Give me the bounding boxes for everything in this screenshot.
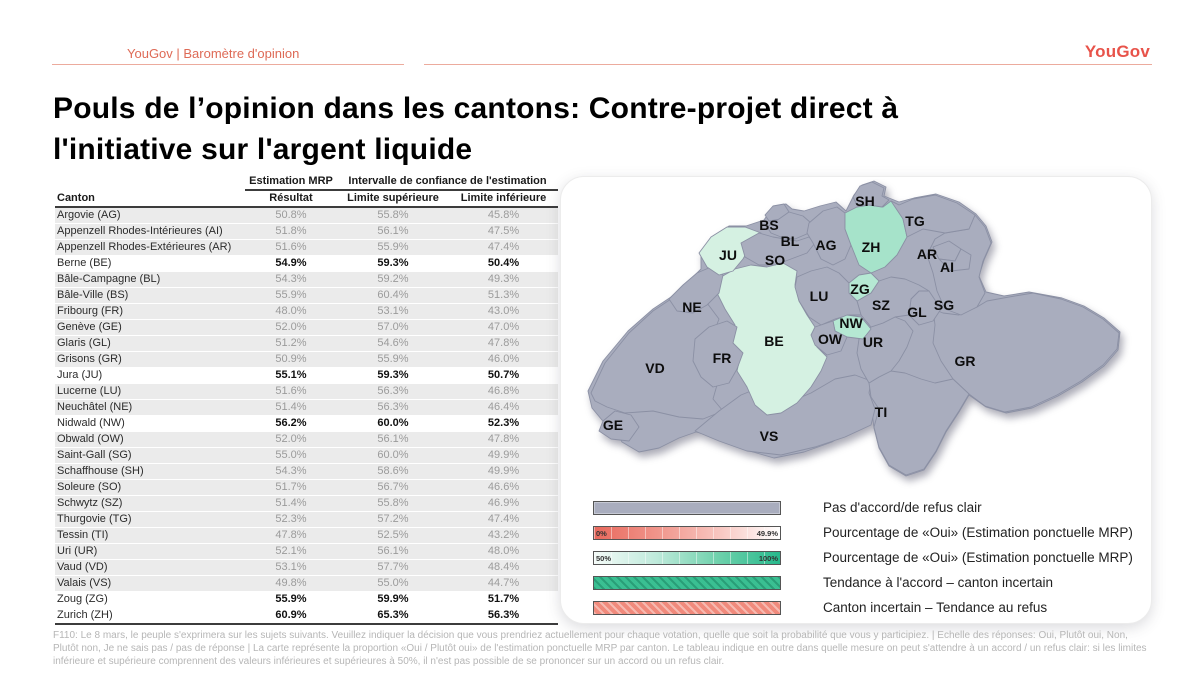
cell-lower: 50.4% <box>449 256 558 272</box>
cell-canton: Soleure (SO) <box>55 480 245 496</box>
table-row <box>55 528 558 544</box>
cell-canton: Uri (UR) <box>55 544 245 560</box>
cell-lower: 46.6% <box>449 480 558 496</box>
map-canton-label-ZH: ZH <box>861 239 881 255</box>
legend-swatch-hgreen-icon <box>593 576 781 590</box>
cell-upper: 54.6% <box>337 336 449 352</box>
table-row <box>55 560 558 576</box>
cell-canton: Bâle-Ville (BS) <box>55 288 245 304</box>
table-row <box>55 512 558 528</box>
cell-canton: Lucerne (LU) <box>55 384 245 400</box>
table-row <box>55 240 558 256</box>
cell-canton: Valais (VS) <box>55 576 245 592</box>
page-title <box>53 88 1103 170</box>
map-canton-label-UR: UR <box>862 334 884 350</box>
cell-result: 49.8% <box>245 576 337 592</box>
cell-result: 52.3% <box>245 512 337 528</box>
table-row <box>55 432 558 448</box>
cell-lower: 44.7% <box>449 576 558 592</box>
cell-upper: 56.7% <box>337 480 449 496</box>
cell-result: 52.1% <box>245 544 337 560</box>
legend-scale-min: 0% <box>596 529 607 538</box>
cell-upper: 55.0% <box>337 576 449 592</box>
cell-result: 51.6% <box>245 384 337 400</box>
legend-swatch-hred-icon <box>593 601 781 615</box>
cell-upper: 52.5% <box>337 528 449 544</box>
footnote: F110: Le 8 mars, le peuple s'exprimera sur les sujets suivants. Veuillez indiquer la décision que vous prendriez actuellement pour chaque votation, quelle que soit la probabilité que vous y participiez. | Echelle des réponses: Oui, Plutôt oui, Non, Plutôt non, Je ne sais pas / pas de réponse | La carte représente la proportion «Oui / Plutôt oui» de l'estimation ponctuelle MRP par canton. Le tableau indique en outre dans quelle mesure on peut s'attendre à un accord / un refus clair: si les limites inférieure et supérieure comprennent des valeurs inférieures et supérieures à 50%, il n'est pas possible de se prononcer sur un accord ou un refus clair. <box>53 630 1147 667</box>
cell-canton: Genève (GE) <box>55 320 245 336</box>
group-header-estimation: Estimation MRP <box>245 174 337 190</box>
cell-upper: 57.0% <box>337 320 449 336</box>
cell-result: 51.4% <box>245 496 337 512</box>
col-header-result: Résultat <box>245 190 337 207</box>
map-canton-label-GR: GR <box>954 353 976 369</box>
cell-lower: 49.3% <box>449 272 558 288</box>
map-canton-label-OW: OW <box>817 331 843 347</box>
table-body <box>55 207 558 624</box>
cell-result: 54.9% <box>245 256 337 272</box>
map-canton-label-AI: AI <box>940 259 954 275</box>
cell-upper: 57.2% <box>337 512 449 528</box>
breadcrumb: YouGov | Baromètre d'opinion <box>127 46 300 61</box>
cell-result: 50.9% <box>245 352 337 368</box>
cell-result: 55.1% <box>245 368 337 384</box>
page-title-line2: l'initiative sur l'argent liquide <box>53 133 473 166</box>
header-rule-right <box>424 64 1152 65</box>
cell-lower: 47.8% <box>449 432 558 448</box>
cell-lower: 43.0% <box>449 304 558 320</box>
table-row <box>55 496 558 512</box>
cell-canton: Jura (JU) <box>55 368 245 384</box>
cell-canton: Thurgovie (TG) <box>55 512 245 528</box>
table-row <box>55 288 558 304</box>
cell-upper: 60.4% <box>337 288 449 304</box>
cell-result: 55.0% <box>245 448 337 464</box>
cell-canton: Tessin (TI) <box>55 528 245 544</box>
map-canton-label-TG: TG <box>905 213 925 229</box>
switzerland-map <box>583 179 1139 495</box>
table-row <box>55 224 558 240</box>
table-row <box>55 256 558 272</box>
cell-result: 51.2% <box>245 336 337 352</box>
map-canton-label-SZ: SZ <box>872 297 890 313</box>
table-group-header-row <box>55 174 558 190</box>
legend-swatch-ggreen-icon <box>593 551 781 565</box>
cell-upper: 60.0% <box>337 416 449 432</box>
cell-result: 54.3% <box>245 272 337 288</box>
cell-upper: 59.2% <box>337 272 449 288</box>
map-canton-label-FR: FR <box>712 350 732 366</box>
map-canton-label-VS: VS <box>759 428 779 444</box>
map-canton-label-NW: NW <box>839 315 863 331</box>
cell-lower: 50.7% <box>449 368 558 384</box>
legend-label: Pourcentage de «Oui» (Estimation ponctuelle MRP) <box>823 525 1133 540</box>
cell-canton: Fribourg (FR) <box>55 304 245 320</box>
map-canton-label-SH: SH <box>855 193 875 209</box>
table-row <box>55 576 558 592</box>
col-header-canton: Canton <box>55 190 245 207</box>
cell-upper: 53.1% <box>337 304 449 320</box>
map-canton-label-AG: AG <box>815 237 837 253</box>
legend-label: Pas d'accord/de refus clair <box>823 500 982 515</box>
cell-upper: 59.3% <box>337 368 449 384</box>
cell-lower: 47.4% <box>449 512 558 528</box>
table-row <box>55 352 558 368</box>
cell-result: 47.8% <box>245 528 337 544</box>
cell-upper: 56.1% <box>337 432 449 448</box>
cell-canton: Zoug (ZG) <box>55 592 245 608</box>
cell-result: 55.9% <box>245 592 337 608</box>
yougov-logo: YouGov <box>1084 42 1150 61</box>
cell-upper: 65.3% <box>337 608 449 625</box>
cell-upper: 55.9% <box>337 240 449 256</box>
cell-lower: 46.9% <box>449 496 558 512</box>
legend-label: Canton incertain – Tendance au refus <box>823 600 1048 615</box>
map-card <box>560 176 1152 624</box>
cell-lower: 56.3% <box>449 608 558 625</box>
cell-result: 54.3% <box>245 464 337 480</box>
col-header-lower: Limite inférieure <box>449 190 558 207</box>
cell-result: 52.0% <box>245 320 337 336</box>
cell-lower: 48.4% <box>449 560 558 576</box>
table-row <box>55 336 558 352</box>
cell-canton: Neuchâtel (NE) <box>55 400 245 416</box>
cell-lower: 52.3% <box>449 416 558 432</box>
legend-label: Tendance à l'accord – canton incertain <box>823 575 1053 590</box>
table-row <box>55 480 558 496</box>
table-row <box>55 368 558 384</box>
cell-lower: 51.7% <box>449 592 558 608</box>
cell-result: 51.4% <box>245 400 337 416</box>
cell-lower: 47.5% <box>449 224 558 240</box>
cell-canton: Glaris (GL) <box>55 336 245 352</box>
legend-scale-min: 50% <box>596 554 612 563</box>
cell-upper: 58.6% <box>337 464 449 480</box>
cell-result: 53.1% <box>245 560 337 576</box>
cell-lower: 46.8% <box>449 384 558 400</box>
cell-lower: 49.9% <box>449 464 558 480</box>
cell-result: 51.8% <box>245 224 337 240</box>
cell-result: 50.8% <box>245 207 337 224</box>
cell-upper: 60.0% <box>337 448 449 464</box>
map-canton-label-LU: LU <box>809 288 829 304</box>
cell-result: 48.0% <box>245 304 337 320</box>
map-canton-label-SG: SG <box>933 297 955 313</box>
table-row <box>55 448 558 464</box>
cell-canton: Vaud (VD) <box>55 560 245 576</box>
legend-swatch-gray-icon <box>593 501 781 515</box>
cell-lower: 46.4% <box>449 400 558 416</box>
cell-canton: Obwald (OW) <box>55 432 245 448</box>
cell-lower: 48.0% <box>449 544 558 560</box>
cell-canton: Schwytz (SZ) <box>55 496 245 512</box>
group-header-interval: Intervalle de confiance de l'estimation <box>337 174 558 190</box>
cell-result: 51.6% <box>245 240 337 256</box>
cell-canton: Appenzell Rhodes-Extérieures (AR) <box>55 240 245 256</box>
table-row <box>55 464 558 480</box>
legend-scale-max: 49.9% <box>756 529 778 538</box>
map-canton-label-BS: BS <box>759 217 779 233</box>
table-row <box>55 304 558 320</box>
cell-upper: 57.7% <box>337 560 449 576</box>
cell-canton: Appenzell Rhodes-Intérieures (AI) <box>55 224 245 240</box>
table-row <box>55 544 558 560</box>
cell-lower: 45.8% <box>449 207 558 224</box>
cell-lower: 47.0% <box>449 320 558 336</box>
cell-upper: 55.8% <box>337 207 449 224</box>
table-row <box>55 320 558 336</box>
cell-upper: 56.3% <box>337 384 449 400</box>
cell-canton: Berne (BE) <box>55 256 245 272</box>
cell-lower: 43.2% <box>449 528 558 544</box>
map-canton-TI <box>869 371 969 475</box>
map-canton-label-AR: AR <box>916 246 938 262</box>
map-canton-label-TI: TI <box>874 404 888 420</box>
cell-lower: 46.0% <box>449 352 558 368</box>
cell-canton: Schaffhouse (SH) <box>55 464 245 480</box>
cell-upper: 55.8% <box>337 496 449 512</box>
header-rule-left <box>52 64 404 65</box>
table-row <box>55 400 558 416</box>
cell-result: 56.2% <box>245 416 337 432</box>
cell-canton: Nidwald (NW) <box>55 416 245 432</box>
map-canton-label-VD: VD <box>645 360 665 376</box>
table-row <box>55 272 558 288</box>
table-header-row <box>55 190 558 207</box>
table-row <box>55 384 558 400</box>
cell-canton: Zurich (ZH) <box>55 608 245 625</box>
table-row <box>55 416 558 432</box>
map-canton-label-GL: GL <box>907 304 927 320</box>
page-title-line1: Pouls de l’opinion dans les cantons: Contre-projet direct à <box>53 92 899 125</box>
cell-result: 52.0% <box>245 432 337 448</box>
cell-result: 51.7% <box>245 480 337 496</box>
cell-upper: 56.3% <box>337 400 449 416</box>
legend-swatch-gred-icon <box>593 526 781 540</box>
map-canton-label-BE: BE <box>764 333 784 349</box>
cell-upper: 59.3% <box>337 256 449 272</box>
cell-upper: 59.9% <box>337 592 449 608</box>
cell-upper: 56.1% <box>337 224 449 240</box>
map-canton-label-BL: BL <box>780 233 800 249</box>
col-header-upper: Limite supérieure <box>337 190 449 207</box>
cell-canton: Bâle-Campagne (BL) <box>55 272 245 288</box>
cell-canton: Argovie (AG) <box>55 207 245 224</box>
map-canton-label-NE: NE <box>682 299 702 315</box>
cell-canton: Grisons (GR) <box>55 352 245 368</box>
map-canton-label-ZG: ZG <box>850 281 870 297</box>
cell-upper: 56.1% <box>337 544 449 560</box>
cell-result: 60.9% <box>245 608 337 625</box>
map-canton-label-SO: SO <box>764 252 786 268</box>
cell-result: 55.9% <box>245 288 337 304</box>
table-row <box>55 207 558 224</box>
cell-upper: 55.9% <box>337 352 449 368</box>
cell-lower: 49.9% <box>449 448 558 464</box>
map-canton-label-JU: JU <box>719 247 737 263</box>
table-row <box>55 592 558 608</box>
legend-scale-max: 100% <box>758 554 778 563</box>
cell-canton: Saint-Gall (SG) <box>55 448 245 464</box>
map-canton-label-GE: GE <box>602 417 624 433</box>
cell-lower: 47.4% <box>449 240 558 256</box>
canton-table <box>55 174 558 625</box>
legend-label: Pourcentage de «Oui» (Estimation ponctuelle MRP) <box>823 550 1133 565</box>
cell-lower: 51.3% <box>449 288 558 304</box>
table-row <box>55 608 558 625</box>
cell-lower: 47.8% <box>449 336 558 352</box>
